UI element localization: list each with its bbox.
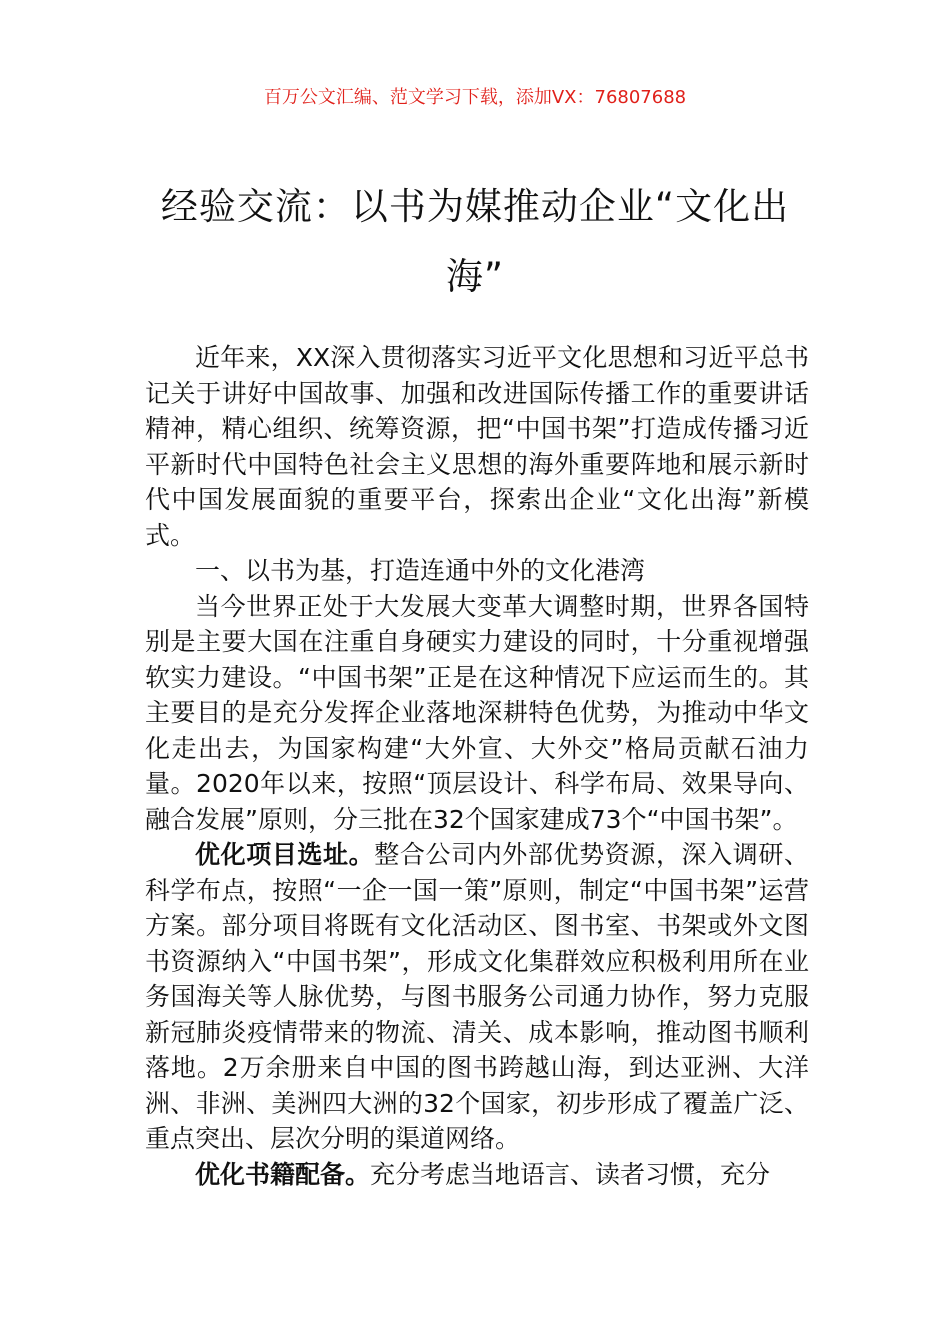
- document-title: 经验交流：以书为媒推动企业“文化出海”: [160, 185, 790, 298]
- paragraph-lead-book-allocation: 优化书籍配备。: [195, 1159, 371, 1189]
- promo-banner: 百万公文汇编、范文学习下载，添加VX：76807688: [263, 87, 687, 108]
- paragraph-text-book-allocation: 充分考虑当地语言、读者习惯，充分: [370, 1159, 771, 1189]
- paragraph-site-selection: [145, 837, 809, 1157]
- section-heading-1: 一、以书为基，打造连通中外的文化港湾: [195, 556, 646, 585]
- paragraph-background: 当今世界正处于大发展大变革大调整时期，世界各国特别是主要大国在注重自身硬实力建设的同时，十分重视增强软实力建设。“中国书架”正是在这种情况下应运而生的。其主要目的是充分发挥企业落地深耕特色优势，为推动中华文化走出去，为国家构建“大外宣、大外交”格局贡献石油力量。2020年以来，按照“顶层设计、科学布局、效果导向、融合发展”原则，分三批在32个国家建成73个“中国书架”。: [145, 591, 809, 834]
- document-body: [145, 340, 809, 1192]
- paragraph-book-allocation: [145, 1157, 809, 1193]
- paragraph-intro: 近年来，XX深入贯彻落实习近平文化思想和习近平总书记关于讲好中国故事、加强和改进国际传播工作的重要讲话精神，精心组织、统筹资源，把“中国书架”打造成传播习近平新时代中国特色社会主义思想的海外重要阵地和展示新时代中国发展面貌的重要平台，探索出企业“文化出海”新模式。: [145, 343, 809, 550]
- paragraph-text-site-selection: 整合公司内外部优势资源，深入调研、科学布点，按照“一企一国一策”原则，制定“中国书架”运营方案。部分项目将既有文化活动区、图书室、书架或外文图书资源纳入“中国书架”，形成文化集群效应积极利用所在业务国海关等人脉优势，与图书服务公司通力协作，努力克服新冠肺炎疫情带来的物流、清关、成本影响，推动图书顺利落地。2万余册来自中国的图书跨越山海，到达亚洲、大洋洲、非洲、美洲四大洲的32个国家，初步形成了覆盖广泛、重点突出、层次分明的渠道网络。: [145, 840, 809, 1153]
- paragraph-lead-site-selection: 优化项目选址。: [195, 840, 375, 869]
